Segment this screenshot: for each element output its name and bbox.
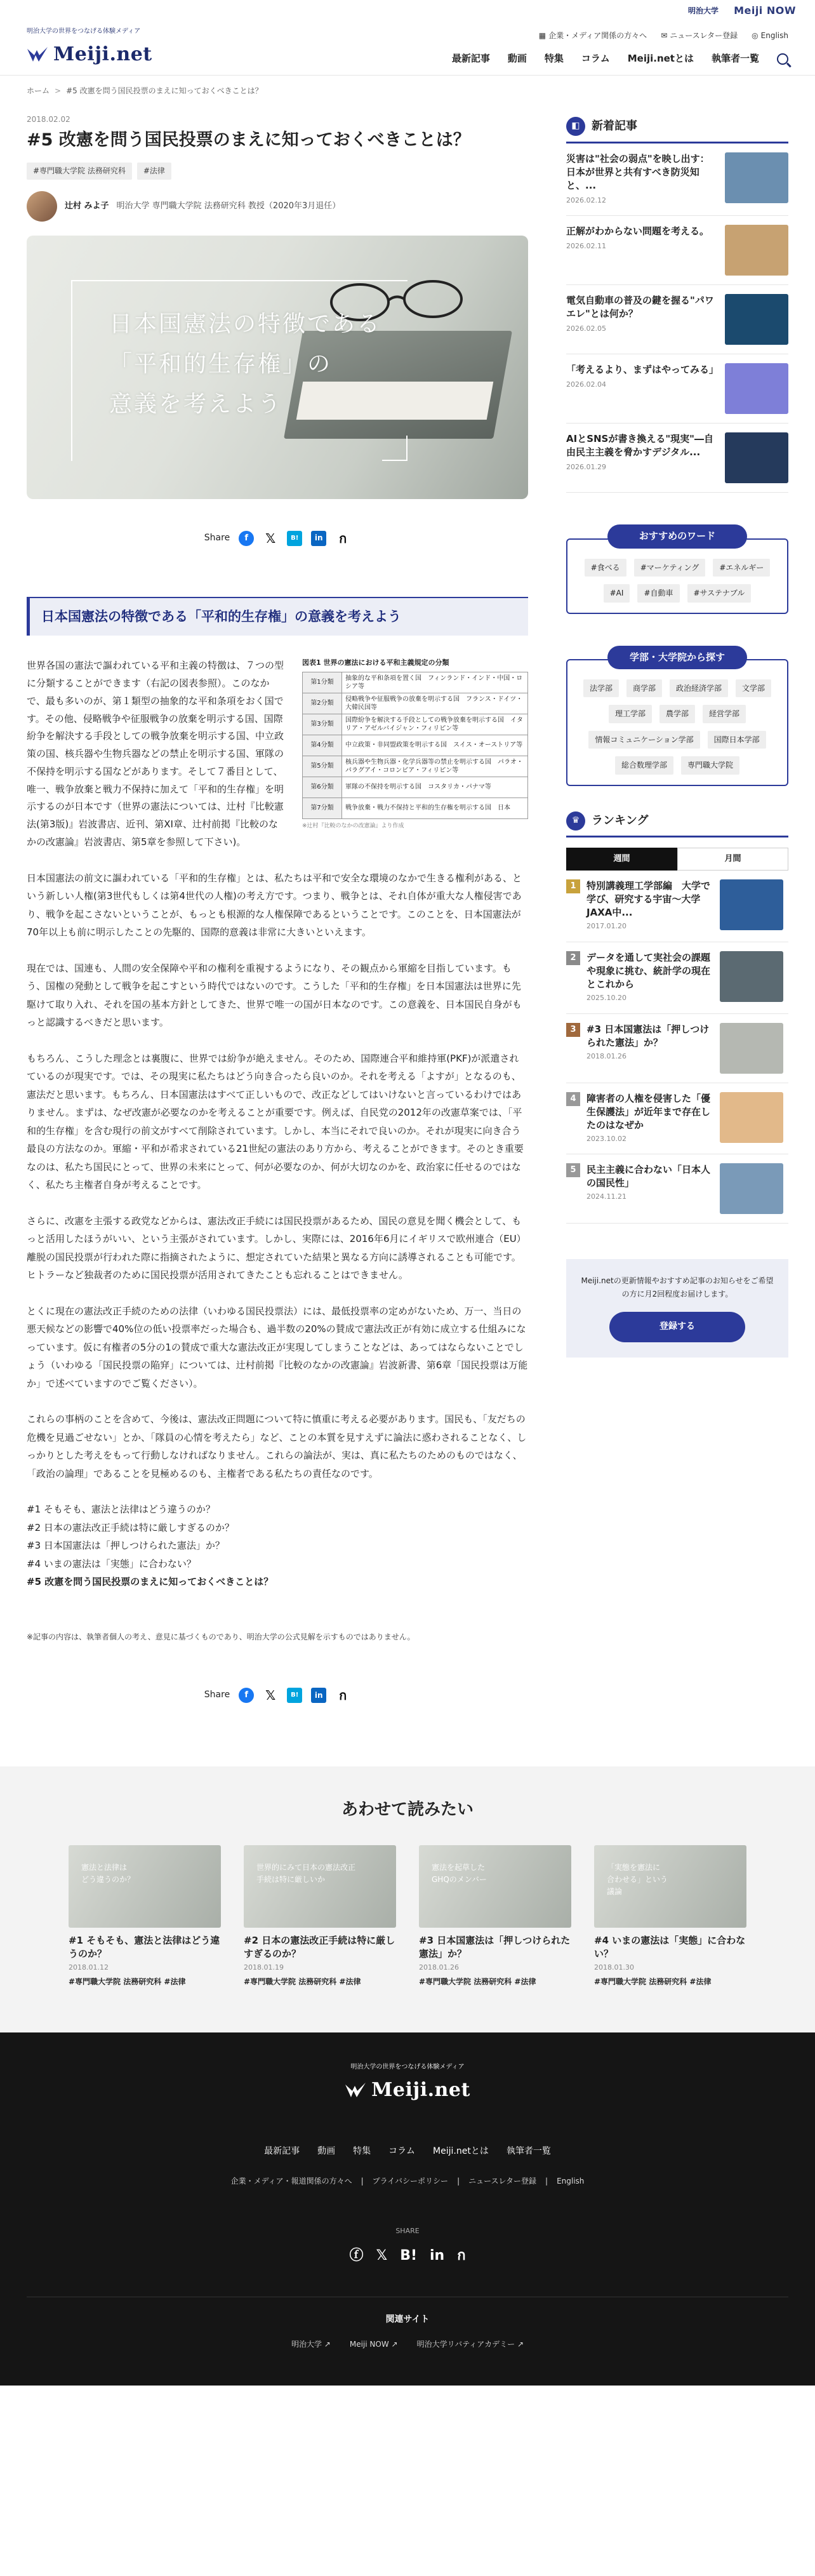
footer-share-label: SHARE <box>395 2227 420 2236</box>
new-article-thumbnail <box>725 152 788 203</box>
faculty-chip[interactable]: 法学部 <box>583 679 619 697</box>
table-row: 第5分類 核兵器や生物兵器・化学兵器等の禁止を明示する国 パラオ・パラグアイ・コロンビア・フィリピン等 <box>303 756 528 777</box>
new-article-title: 正解がわからない問題を考える。 <box>566 225 710 237</box>
ranking-date: 2024.11.21 <box>586 1192 626 1201</box>
top-bar <box>0 0 815 22</box>
hatena-icon[interactable]: B! <box>400 2248 418 2264</box>
chevron-right-icon: > <box>55 86 62 95</box>
new-article-thumbnail <box>725 225 788 276</box>
body-paragraph: 現在では、国連も、人間の安全保障や平和の権利を重視するようになり、その観点から軍縮を目指しています。もう、国権の発動として戦争を起こすという時代ではないのです。こうした「平和的生存権」を日本国憲法は世界に先駆けて取り入れ、それを国の基本方針としてきた、世界で唯一の国が日本なのです。この意義を、日本国民自身がもっと認識するべきだと思います。 <box>27 962 522 1029</box>
faculty-chip[interactable]: 経営学部 <box>703 705 746 723</box>
ranking-title: データを通して実社会の課題や現象に挑む、統計学の現在とこれから <box>586 952 711 990</box>
footer-media-link[interactable]: 企業・メディア・報道関係の方々へ <box>230 2176 352 2186</box>
table-row: 第2分類 侵略戦争や征服戦争の放棄を明示する国 フランス・ドイツ・大韓民国等 <box>303 693 528 714</box>
ranking-item[interactable] <box>566 1083 788 1155</box>
util-link-newsletter[interactable]: ✉ ニュースレター登録 <box>661 29 738 42</box>
ranking-title: 障害者の人権を侵害した「優生保護法」が近年まで存在したのはなぜか <box>586 1092 711 1131</box>
ranking-list <box>566 871 788 1224</box>
share-label: Share <box>204 532 230 543</box>
faculty-chip[interactable]: 国際日本学部 <box>708 731 766 749</box>
nav-latest[interactable]: 最新記事 <box>451 53 490 65</box>
article-tags <box>27 163 528 179</box>
ranking-thumbnail <box>720 1163 783 1214</box>
related-date: 2018.01.12 <box>69 1963 109 1972</box>
related-card[interactable] <box>419 1845 571 1988</box>
new-articles-heading: ◧ 新着記事 <box>566 117 788 137</box>
newsletter-text: Meiji.netの更新情報やおすすめ記事のお知らせをご希望の方に月2回程度お届けします。 <box>581 1276 774 1298</box>
rank-number: 3 <box>566 1023 580 1037</box>
globe-icon: ◎ <box>752 31 759 41</box>
new-article-title: 災害は"社会の弱点"を映し出す：日本が世界と共有すべき防災知と、... <box>566 152 710 191</box>
figure-table <box>302 657 528 851</box>
faculty-chip[interactable]: 情報コミュニケーション学部 <box>588 731 699 749</box>
related-date: 2018.01.19 <box>244 1963 284 1972</box>
ranking-date: 2023.10.02 <box>586 1134 626 1143</box>
related-title: あわせて読みたい <box>341 1799 474 1819</box>
section-title: 日本国憲法の特徴である「平和的生存権」の意義を考えよう <box>27 597 528 636</box>
main-nav <box>452 51 788 67</box>
related-title: #1 そもそも、憲法と法律はどう違うのか？ <box>69 1935 220 1960</box>
related-thumbnail-text: 憲法を起草した GHQのメンバー <box>432 1863 487 1885</box>
article <box>27 105 528 1703</box>
new-article-title: 「考えるより、まずはやってみる」 <box>566 364 719 376</box>
ranking-item[interactable] <box>566 1154 788 1224</box>
tag-law-school[interactable]: #専門職大学院 法務研究科 <box>27 163 132 179</box>
new-article-title: AIとSNSが書き換える"現実"―自由民主主義を脅かすデジタル... <box>566 433 713 458</box>
hero-text: 日本国憲法の特徴である 「平和的生存権」の 意義を考えよう <box>109 310 382 417</box>
linkedin-icon[interactable]: in <box>430 2248 445 2264</box>
new-article-date: 2026.02.12 <box>566 196 606 204</box>
logo-text: Meiji.net <box>53 43 152 65</box>
related-tags: #専門職大学院 法務研究科 #法律 <box>69 1977 186 1986</box>
footer-nav-feature[interactable]: 特集 <box>353 2146 371 2157</box>
related-site-meiji[interactable]: 明治大学 ↗ <box>291 2340 331 2349</box>
table-row: 第6分類 軍隊の不保持を明示する国 コスタリカ・パナマ等 <box>303 777 528 797</box>
ranking-thumbnail <box>720 951 783 1002</box>
logo-tagline: 明治大学の世界をつなげる体験メディア <box>27 28 141 35</box>
related-card[interactable] <box>244 1845 396 1988</box>
facebook-icon[interactable]: f <box>239 1688 254 1703</box>
x-icon[interactable]: 𝕏 <box>265 1687 276 1703</box>
keyword-chip[interactable]: #サステナブル <box>687 584 752 602</box>
footer-nav-video[interactable]: 動画 <box>317 2146 336 2157</box>
recommended-words-heading: おすすめのワード <box>607 524 747 549</box>
faculty-chip[interactable]: 文学部 <box>736 679 771 697</box>
nav-authors[interactable]: 執筆者一覧 <box>711 53 759 65</box>
hero-image <box>27 236 528 499</box>
new-article-item[interactable] <box>566 143 788 217</box>
new-article-title: 電気自動車の普及の鍵を握る"パワエレ"とは何か？ <box>566 295 714 320</box>
new-article-thumbnail <box>725 432 788 483</box>
author-name: 辻村 みよ子 <box>65 201 109 211</box>
ranking-title: 特別講義理工学部編 大学で学び、研究する宇宙〜大学JAXA中... <box>586 880 711 919</box>
related-thumbnail-text: 世界的にみて日本の憲法改正 手続は特に厳しいか <box>256 1863 356 1885</box>
linkedin-icon[interactable]: in <box>311 531 326 546</box>
related-site-meiji-now[interactable]: Meiji NOW ↗ <box>349 2340 398 2349</box>
related-date: 2018.01.26 <box>419 1963 459 1972</box>
body-paragraph: もちろん、こうした理念とは裏腹に、世界では紛争が絶えません。そのため、国際連合平和維持軍(PKF)が派遣されているのが現実です。では、その現実に私たちはどう向き合ったら良いのか。それを考える「よすが」となるのも、憲法だと思います。もちろん、日本国憲法はすべて正しいもので、改正などしてはいけないと言っているわけではありません。まずは、なぜ改憲が必要なのかを考えることが重要です。例えば、自民党の2012年の改憲草案では、「平和的生存権」を含む現行の前文がすべて削除されています。しかし、本当にそれで良いのか。それが現実に向き合う最良の方法なのか。軍縮・平和が希求されている21世紀の憲法のあり方から、考えることができます。そのとき重要なのは、私たち国民にとって、世界の未来にとって、何が必要なのか、何が大切なのかを、政治家に任せるのではなく、私たち主権者自身が考えることです。 <box>27 1052 524 1191</box>
search-icon[interactable] <box>777 53 788 65</box>
linkedin-icon[interactable]: in <box>311 1688 326 1703</box>
share-bar-top <box>27 531 528 546</box>
body-paragraph: 日本国憲法の前文に謳われている「平和的生存権」とは、私たちは平和で安全な環境のなかで生きる権利がある、という新しい人権(第3世代もしくは第4世代の人権)の考え方です。つまり、戦争とは、それ自体が重大な人権侵害であり、戦争を起こさないということが、もっとも根源的な人権保障であるということです。このことを、日本国憲法が70年以上も前に明示したことの先駆的、国際的意義は非常に大きいといえます。 <box>27 872 522 938</box>
new-article-thumbnail <box>725 294 788 345</box>
new-icon: ◧ <box>566 117 585 136</box>
body-paragraph: とくに現在の憲法改正手続のための法律（いわゆる国民投票法）には、最低投票率の定めがないため、万一、当日の悪天候などの影響で40%位の低い投票率だった場合も、過半数の20%の賛成で憲法改正が有効に成立する仕組みになっています。仮に有権者の5分の1の賛成で重大な憲法改正が実現してしまうことなどは、あってはならないことでしょう（いわゆる「国民投票の陥穽」については、辻村前掲『比較のなかの改憲論』岩波新書、第6章「国民投票は万能か」で述べていますのでご覧ください）。 <box>27 1305 528 1389</box>
footer-nav-latest[interactable]: 最新記事 <box>264 2146 300 2157</box>
ranking-tabs <box>566 848 788 871</box>
faculty-chip[interactable]: 商学部 <box>626 679 662 697</box>
footer-newsletter-link[interactable]: ニュースレター登録 <box>468 2176 537 2186</box>
footer-english-link[interactable]: English <box>557 2176 585 2186</box>
facebook-icon[interactable]: ⓕ <box>349 2248 364 2264</box>
faculty-chip[interactable]: 専門職大学院 <box>681 756 739 774</box>
ranking-title: 民主主義に合わない「日本人の国民性」 <box>586 1164 711 1189</box>
new-article-thumbnail <box>725 363 788 414</box>
hatena-icon[interactable]: B! <box>287 531 302 546</box>
related-card[interactable] <box>69 1845 221 1988</box>
keyword-chip[interactable]: #自動車 <box>637 584 679 602</box>
new-article-date: 2026.01.29 <box>566 463 606 472</box>
keyword-chip[interactable]: #AI <box>604 584 630 602</box>
note-icon[interactable]: ก <box>339 530 347 546</box>
disclaimer: ※記事の内容は、執筆者個人の考え、意見に基づくものであり、明治大学の公式見解を示すものではありません。 <box>27 1632 415 1641</box>
rank-number: 2 <box>566 951 580 965</box>
series-list <box>27 1500 528 1591</box>
footer-privacy-link[interactable]: プライバシーポリシー <box>372 2176 449 2186</box>
new-article-item[interactable] <box>566 216 788 285</box>
related-tags: #専門職大学院 法務研究科 #法律 <box>244 1977 361 1986</box>
table-row: 第1分類 抽象的な平和条項を置く国 フィンランド・インド・中国・ロシア等 <box>303 672 528 693</box>
note-icon[interactable]: ก <box>457 2248 466 2264</box>
footer-nav <box>0 2144 815 2159</box>
related-sites <box>0 2338 815 2351</box>
related-site-liberty[interactable]: 明治大学リバティアカデミー ↗ <box>416 2340 524 2349</box>
ranking-item[interactable] <box>566 871 788 942</box>
ranking-thumbnail <box>720 1023 783 1074</box>
util-link-english[interactable]: ◎ English <box>752 29 788 42</box>
ranking-title: #3 日本国憲法は「押しつけられた憲法」か？ <box>586 1023 710 1048</box>
author-affiliation: 明治大学 専門職大学院 法務研究科 教授（2020年3月退任） <box>116 201 341 211</box>
ranking-thumbnail <box>720 1092 783 1143</box>
building-icon: ▦ <box>538 31 547 41</box>
facebook-icon[interactable]: f <box>239 531 254 546</box>
meiji-now-link[interactable]: Meiji NOW <box>734 4 796 17</box>
ranking-item[interactable] <box>566 1014 788 1083</box>
external-link-icon: ↗ <box>324 2340 331 2349</box>
related-tags: #専門職大学院 法務研究科 #法律 <box>419 1977 536 1986</box>
new-article-item[interactable] <box>566 285 788 354</box>
related-title: #2 日本の憲法改正手続は特に厳しすぎるのか？ <box>244 1935 395 1960</box>
faculty-chip[interactable]: 農学部 <box>659 705 695 723</box>
table-row: 第7分類 戦争放棄・戦力不保持と平和的生存権を明示する国 日本 <box>303 797 528 818</box>
rank-number: 4 <box>566 1092 580 1106</box>
faculty-chip[interactable]: 政治経済学部 <box>670 679 728 697</box>
site-footer <box>0 2032 815 2385</box>
breadcrumb-current: #5 改憲を問う国民投票のまえに知っておくべきことは？ <box>66 86 263 95</box>
ranking-date: 2017.01.20 <box>586 922 626 931</box>
meiji-univ-link[interactable]: 明治大学 <box>688 6 719 15</box>
related-thumbnail <box>594 1845 746 1928</box>
faculty-heading: 学部・大学院から探す <box>607 646 747 670</box>
footer-logo[interactable]: Meiji.net <box>0 2074 815 2106</box>
article-date: 2018.02.02 <box>27 115 70 124</box>
meiji-logo-icon <box>27 46 48 63</box>
site-header <box>0 22 815 75</box>
footer-nav-column[interactable]: コラム <box>388 2146 416 2157</box>
new-article-item[interactable] <box>566 424 788 493</box>
footer-nav-about[interactable]: Meiji.netとは <box>433 2146 489 2157</box>
crown-icon: ♛ <box>566 811 585 831</box>
ranking-heading: ♛ ランキング <box>566 811 788 831</box>
faculty-chip[interactable]: 理工学部 <box>609 705 652 723</box>
hatena-icon[interactable]: B! <box>287 1688 302 1703</box>
x-icon[interactable]: 𝕏 <box>376 2248 388 2264</box>
series-link-4[interactable]: #4 いまの憲法は「実態」に合わない？ <box>27 1558 196 1570</box>
nav-column[interactable]: コラム <box>581 53 610 65</box>
new-articles-list <box>566 143 788 493</box>
new-article-date: 2026.02.04 <box>566 380 606 389</box>
figure-source: ※辻村『比較のなかの改憲論』より作成 <box>302 822 404 829</box>
new-article-date: 2026.02.11 <box>566 242 606 251</box>
external-link-icon: ↗ <box>391 2340 398 2349</box>
related-thumbnail <box>419 1845 571 1928</box>
series-link-3[interactable]: #3 日本国憲法は「押しつけられた憲法」か？ <box>27 1540 225 1552</box>
util-link-media[interactable]: ▦ 企業・メディア関係の方々へ <box>539 29 647 42</box>
x-icon[interactable]: 𝕏 <box>265 530 276 546</box>
tab-monthly[interactable]: 月間 <box>677 848 788 871</box>
related-tags: #専門職大学院 法務研究科 #法律 <box>594 1977 712 1986</box>
series-link-1[interactable]: #1 そもそも、憲法と法律はどう違うのか？ <box>27 1504 215 1516</box>
page-title: #5 改憲を問う国民投票のまえに知っておくべきことは？ <box>27 130 470 150</box>
faculty-chip[interactable]: 総合数理学部 <box>615 756 673 774</box>
new-article-item[interactable] <box>566 354 788 424</box>
related-thumbnail-text: 「実態を憲法に 合わせる」という 議論 <box>607 1863 668 1897</box>
logo[interactable] <box>27 26 152 70</box>
share-bar-bottom <box>27 1688 528 1703</box>
related-thumbnail <box>244 1845 396 1928</box>
related-title: #4 いまの憲法は「実態」に合わない？ <box>594 1935 746 1960</box>
share-label: Share <box>204 1690 230 1700</box>
external-link-icon: ↗ <box>517 2340 524 2349</box>
table-row: 第4分類 中立政策・非同盟政策を明示する国 スイス・オーストリア等 <box>303 735 528 756</box>
ranking-date: 2018.01.26 <box>586 1051 626 1060</box>
body-paragraph: これらの事柄のことを含めて、今後は、憲法改正問題について特に慎重に考える必要があります。国民も、「友だちの危機を見過ごせない」とか、「隊員の心情を考えたら」など、ことの本質を見すえずに論法に惑わされることなく、しっかりとした考えをもって行動しなければなりません。これらの論法が、実は、真に私たちのためのものではなく、「政治の論理」であることを見極めるのも、主権者である私たちの責任なのです。 <box>27 1413 527 1479</box>
footer-share-icons <box>0 2244 815 2267</box>
rank-number: 5 <box>566 1163 580 1177</box>
related-title: #3 日本国憲法は「押しつけられた憲法」か？ <box>419 1935 571 1960</box>
nav-video[interactable]: 動画 <box>507 53 527 65</box>
nav-about[interactable]: Meiji.netとは <box>627 53 694 65</box>
table-row: 第3分類 国際紛争を解決する手段としての戦争放棄を明示する国 イタリア・アゼルバイジャン・フィリピン等 <box>303 714 528 735</box>
nav-feature[interactable]: 特集 <box>544 53 564 65</box>
lead-paragraph: 世界各国の憲法で謳われている平和主義の特徴は、７つの型に分類することができます（右記の図表参照）。このなかで、最も多いのが、第１類型の抽象的な平和条項をおく国です。その他、侵略戦争や征服戦争の放棄を明示する国、国際紛争を解決する手段としての戦争放棄を明示する国、中立政策の国、核兵器や生物兵器などの禁止を明示する国、軍隊の不保持を明示する国などがあります。そして７番目として、唯一、戦争放棄と戦力不保持に加えて「平和的生存権」を明示するのが日本です（世界の憲法については、辻村『比較憲法(第3版)』岩波書店、近刊、第XI章、辻村前掲『比較のなかの改憲論』岩波書店、第5章を参照して下さい)。 <box>27 660 284 848</box>
ranking-thumbnail <box>720 879 783 930</box>
series-current: #5 改憲を問う国民投票のまえに知っておくべきことは？ <box>27 1576 274 1588</box>
footer-subnav: 企業・メディア・報道関係の方々へ | プライバシーポリシー | ニュースレター登録 | English <box>0 2175 815 2187</box>
body-paragraph: さらに、改憲を主張する政党などからは、憲法改正手続には国民投票があるため、国民の意見を聞く機会として、もっと活用したほうがいい、という主張がされています。しかし、実際には、2016年6月にイギリスで欧州連合（EU）離脱の国民投票が行われた際に指摘されたように、想定されていた結果と異なる方向に誘導されることも可能です。ヒトラーなど独裁者のために国民投票が活用されてきたことも忘れることはできません。 <box>27 1215 526 1281</box>
tab-weekly[interactable]: 週間 <box>566 848 677 871</box>
related-thumbnail-text: 憲法と法律は どう違うのか？ <box>81 1863 135 1885</box>
rank-number: 1 <box>566 879 580 893</box>
series-link-2[interactable]: #2 日本の憲法改正手続は特に厳しすぎるのか？ <box>27 1521 234 1533</box>
related-sites-title: 関連サイト <box>385 2314 430 2325</box>
sidebar <box>566 105 788 1703</box>
related-thumbnail <box>69 1845 221 1928</box>
meiji-logo-icon <box>345 2082 366 2099</box>
breadcrumb-home[interactable]: ホーム <box>27 86 50 95</box>
recommended-words <box>566 538 788 614</box>
avatar <box>27 191 57 222</box>
note-icon[interactable]: ก <box>339 1687 347 1703</box>
mail-icon: ✉ <box>661 31 668 41</box>
newsletter-register-button[interactable]: 登録する <box>609 1312 745 1342</box>
faculty-list <box>566 659 788 786</box>
figure-caption: 図表1 世界の憲法における平和主義規定の分類 <box>302 658 449 667</box>
newsletter-box <box>566 1259 788 1358</box>
author[interactable] <box>27 191 528 222</box>
keyword-chip[interactable]: #エネルギー <box>713 559 770 577</box>
related-date: 2018.01.30 <box>594 1963 634 1972</box>
breadcrumb <box>0 75 815 105</box>
ranking-date: 2025.10.20 <box>586 994 626 1002</box>
footer-tagline: 明治大学の世界をつなげる体験メディア <box>350 2064 465 2071</box>
ranking-item[interactable] <box>566 942 788 1014</box>
util-links <box>539 29 788 42</box>
tag-law[interactable]: #法律 <box>137 163 171 179</box>
new-article-date: 2026.02.05 <box>566 324 606 333</box>
footer-nav-authors[interactable]: 執筆者一覧 <box>506 2146 551 2157</box>
keyword-chip[interactable]: #マーケティング <box>634 559 706 577</box>
related-articles <box>0 1766 815 2032</box>
related-card[interactable] <box>594 1845 746 1988</box>
keyword-chip[interactable]: #食べる <box>585 559 626 577</box>
